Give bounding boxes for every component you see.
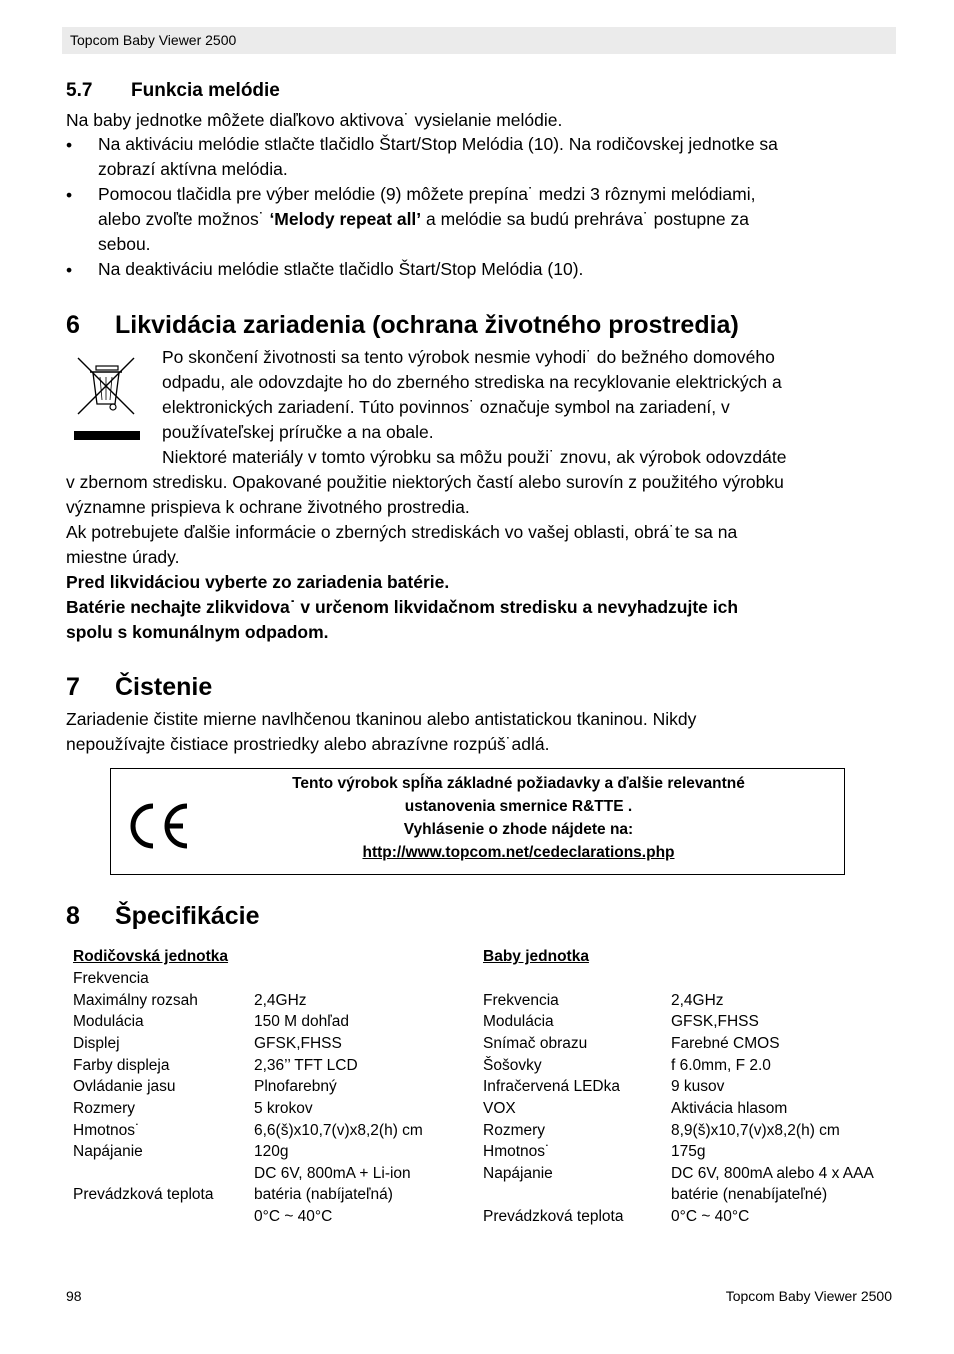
parent-spec-label: Displej bbox=[73, 1035, 120, 1052]
baby-spec-value: 8,9(š)x10,7(v)x8,2(h) cm bbox=[671, 1122, 840, 1139]
parent-spec-label: Frekvencia bbox=[73, 970, 149, 987]
disposal-line: Niektoré materiály v tomto výrobku sa môžu použi˙ znovu, ak výrobok odovzdáte bbox=[162, 447, 787, 467]
parent-spec-label: Farby displeja bbox=[73, 1057, 170, 1074]
baby-spec-value: Aktivácia hlasom bbox=[671, 1100, 788, 1117]
baby-spec-value: 2,4GHz bbox=[671, 992, 724, 1009]
cleaning-line: nepoužívajte čistiace prostriedky alebo abrazívne rozpúš˙adlá. bbox=[66, 734, 550, 754]
baby-spec-value: GFSK,FHSS bbox=[671, 1013, 759, 1030]
baby-spec-label: Hmotnos˙ bbox=[483, 1143, 551, 1160]
ce-mark-icon bbox=[123, 802, 189, 850]
bullet-2-text-pre: alebo zvoľte možnos˙ bbox=[98, 209, 270, 229]
disposal-line: v zbernom stredisku. Opakované použitie niektorých častí alebo surovín z použitého výrobku bbox=[66, 472, 784, 492]
parent-spec-label: Prevádzková teplota bbox=[73, 1186, 214, 1203]
bullet-1-line-1: Na aktiváciu melódie stlačte tlačidlo Štart/Stop Melódia (10). Na rodičovskej jednotke sa bbox=[98, 134, 778, 154]
parent-spec-value: 6,6(š)x10,7(v)x8,2(h) cm bbox=[254, 1122, 423, 1139]
bullet-2-line-1: Pomocou tlačidla pre výber melódie (9) môžete prepína˙ medzi 3 rôznymi melódiami, bbox=[98, 184, 756, 204]
section-5-7-intro: Na baby jednotke môžete diaľkovo aktivova˙ vysielanie melódie. bbox=[66, 110, 563, 130]
disposal-paragraph-indented bbox=[162, 345, 902, 470]
section-6-number: 6 bbox=[66, 311, 80, 339]
page-number: 98 bbox=[66, 1288, 82, 1304]
section-7-title: Čistenie bbox=[115, 673, 213, 701]
melody-repeat-all-label: ‘Melody repeat all’ bbox=[269, 209, 422, 229]
baby-spec-label: Frekvencia bbox=[483, 992, 559, 1009]
bullet-item-3 bbox=[98, 257, 898, 282]
parent-spec-value: GFSK,FHSS bbox=[254, 1035, 342, 1052]
section-6-title: Likvidácia zariadenia (ochrana životného prostredia) bbox=[115, 311, 739, 339]
ce-declaration-link[interactable]: http://www.topcom.net/cedeclarations.php bbox=[362, 844, 675, 861]
parent-spec-value: 2,36’’ TFT LCD bbox=[254, 1057, 358, 1074]
bullet-3-line-1: Na deaktiváciu melódie stlačte tlačidlo Štart/Stop Melódia (10). bbox=[98, 259, 584, 279]
section-8-number: 8 bbox=[66, 902, 80, 930]
parent-spec-value: 0°C ~ 40°C bbox=[254, 1208, 333, 1225]
section-5-7-title: Funkcia melódie bbox=[131, 80, 280, 101]
baby-spec-label: Napájanie bbox=[483, 1165, 553, 1182]
bullet-item-2 bbox=[98, 182, 898, 257]
disposal-line: miestne úrady. bbox=[66, 547, 180, 567]
parent-spec-value: 2,4GHz bbox=[254, 992, 307, 1009]
baby-spec-label: Infračervená LEDka bbox=[483, 1078, 620, 1095]
disposal-warning-line: Batérie nechajte zlikvidova˙ v určenom likvidačnom stredisku a nevyhadzujte ich bbox=[66, 597, 739, 617]
footer-title: Topcom Baby Viewer 2500 bbox=[725, 1288, 892, 1304]
bullet-2-line-2 bbox=[98, 207, 898, 232]
disposal-line: významne prispieva k ochrane životného prostredia. bbox=[66, 497, 470, 517]
bullet-marker: • bbox=[66, 185, 73, 205]
parent-spec-label: Hmotnos˙ bbox=[73, 1122, 141, 1139]
baby-spec-value: batérie (nenabíjateľné) bbox=[671, 1186, 828, 1203]
bullet-2-line-3: sebou. bbox=[98, 234, 151, 254]
bullet-2-text-post: a melódie sa budú prehráva˙ postupne za bbox=[421, 209, 750, 229]
section-7-number: 7 bbox=[66, 673, 80, 701]
baby-spec-label: Modulácia bbox=[483, 1013, 554, 1030]
baby-spec-label: Snímač obrazu bbox=[483, 1035, 588, 1052]
parent-spec-label: Napájanie bbox=[73, 1143, 143, 1160]
parent-spec-value: batéria (nabíjateľná) bbox=[254, 1186, 393, 1203]
baby-spec-label: VOX bbox=[483, 1100, 516, 1117]
baby-spec-label: Šošovky bbox=[483, 1057, 542, 1074]
disposal-warning-line: Pred likvidáciou vyberte zo zariadenia batérie. bbox=[66, 572, 450, 592]
page-header bbox=[62, 27, 896, 54]
disposal-line: Po skončení životnosti sa tento výrobok nesmie vyhodi˙ do bežného domového bbox=[162, 347, 775, 367]
baby-spec-value: f 6.0mm, F 2.0 bbox=[671, 1057, 771, 1074]
disposal-warning-line: spolu s komunálnym odpadom. bbox=[66, 622, 329, 642]
disposal-line: Ak potrebujete ďalšie informácie o zberných strediskách vo vašej oblasti, obrá˙te sa na bbox=[66, 522, 738, 542]
section-8-title: Špecifikácie bbox=[115, 902, 260, 930]
baby-spec-value: 175g bbox=[671, 1143, 706, 1160]
parent-spec-label: Rozmery bbox=[73, 1100, 136, 1117]
baby-spec-label: Rozmery bbox=[483, 1122, 546, 1139]
baby-unit-heading: Baby jednotka bbox=[483, 948, 589, 965]
parent-spec-label: Ovládanie jasu bbox=[73, 1078, 176, 1095]
baby-spec-value: Farebné CMOS bbox=[671, 1035, 780, 1052]
parent-spec-label: Modulácia bbox=[73, 1013, 144, 1030]
ce-text-line: Tento výrobok spĺňa základné požiadavky a ďalšie relevantné bbox=[292, 775, 745, 792]
bullet-1-line-2: zobrazí aktívna melódia. bbox=[98, 159, 288, 179]
ce-text-line: ustanovenia smernice R&TTE . bbox=[404, 798, 633, 815]
disposal-paragraph-full bbox=[66, 470, 902, 645]
baby-spec-value: 0°C ~ 40°C bbox=[671, 1208, 750, 1225]
bullet-marker: • bbox=[66, 135, 73, 155]
ce-declaration-box bbox=[110, 768, 845, 875]
parent-spec-value: 120g bbox=[254, 1143, 289, 1160]
cleaning-paragraph bbox=[66, 707, 902, 757]
weee-crossed-bin-icon bbox=[72, 352, 140, 442]
baby-spec-label: Prevádzková teplota bbox=[483, 1208, 624, 1225]
ce-text-block bbox=[241, 772, 796, 864]
bullet-marker: • bbox=[66, 260, 73, 280]
parent-spec-value: 150 M dohľad bbox=[254, 1013, 350, 1030]
bullet-item-1 bbox=[98, 132, 898, 182]
disposal-line: elektronických zariadení. Túto povinnos˙ označuje symbol na zariadení, v bbox=[162, 397, 730, 417]
header-title: Topcom Baby Viewer 2500 bbox=[70, 32, 237, 48]
section-5-7-number: 5.7 bbox=[66, 80, 93, 101]
ce-text-line: Vyhlásenie o zhode nájdete na: bbox=[403, 821, 634, 838]
baby-spec-value: 9 kusov bbox=[671, 1078, 725, 1095]
disposal-line: používateľskej príručke a na obale. bbox=[162, 422, 434, 442]
disposal-line: odpadu, ale odovzdajte ho do zberného strediska na recyklovanie elektrických a bbox=[162, 372, 782, 392]
baby-spec-value: DC 6V, 800mA alebo 4 x AAA bbox=[671, 1165, 874, 1182]
parent-spec-value: Plnofarebný bbox=[254, 1078, 337, 1095]
parent-spec-value: DC 6V, 800mA + Li-ion bbox=[254, 1165, 411, 1182]
parent-spec-label: Maximálny rozsah bbox=[73, 992, 198, 1009]
cleaning-line: Zariadenie čistite mierne navlhčenou tkaninou alebo antistatickou tkaninou. Nikdy bbox=[66, 709, 697, 729]
parent-spec-value: 5 krokov bbox=[254, 1100, 313, 1117]
parent-unit-heading: Rodičovská jednotka bbox=[73, 948, 229, 965]
